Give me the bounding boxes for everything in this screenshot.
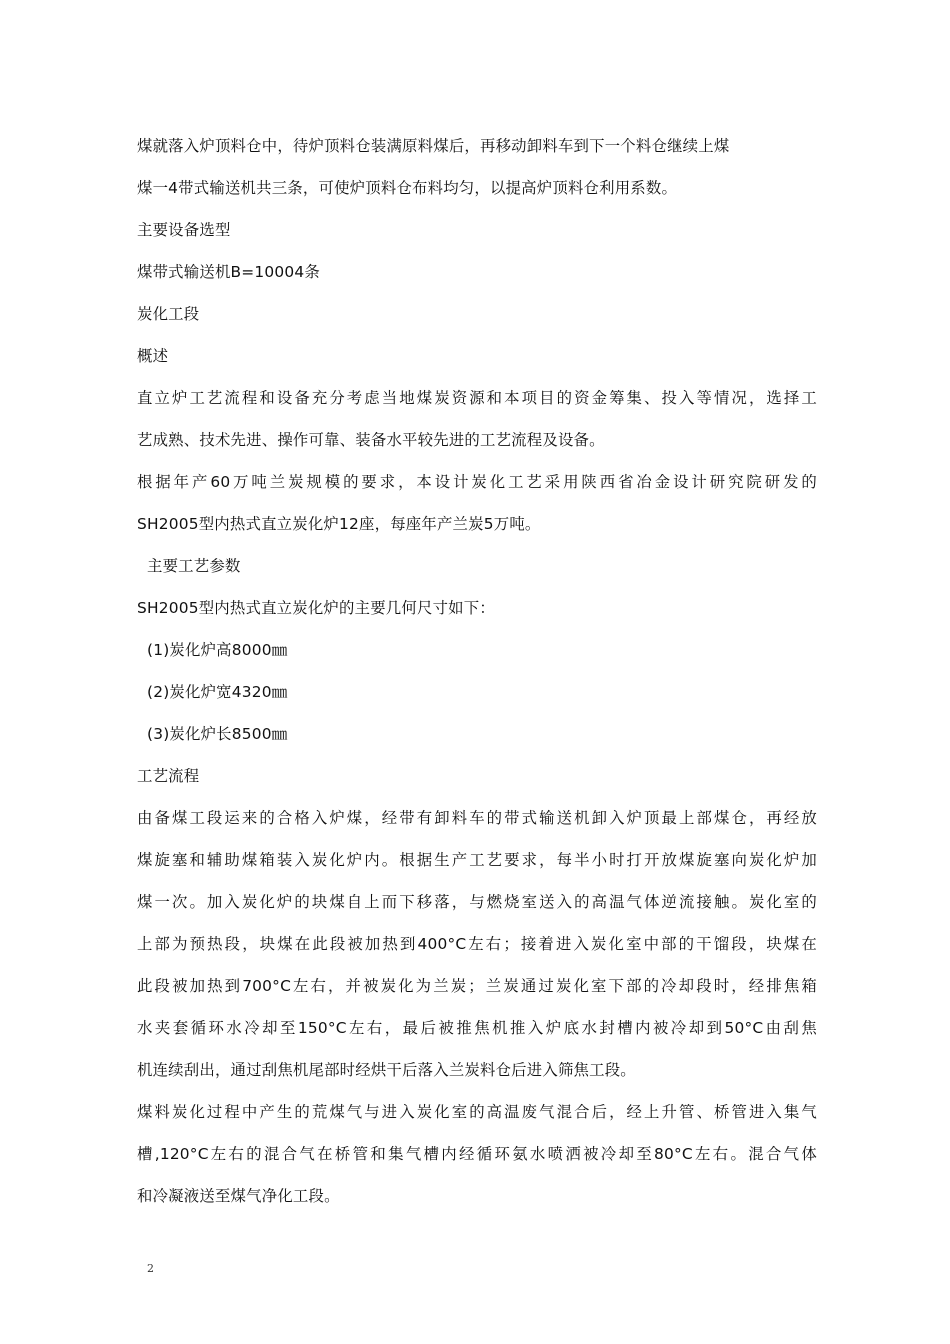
paragraph-line: 机连续刮出，通过刮焦机尾部时经烘干后落入兰炭料仓后进入筛焦工段。 [137, 1061, 636, 1079]
dimension-item: (3)炭化炉长8500㎜ [147, 725, 288, 743]
paragraph-line: 上部为预热段，块煤在此段被加热到400°C左右；接着进入炭化室中部的干馏段，块煤在 [137, 935, 817, 953]
equipment-item: 煤带式输送机B=10004条 [137, 263, 320, 281]
paragraph-line: 根据年产60万吨兰炭规模的要求，本设计炭化工艺采用陕西省冶金设计研究院研发的 [137, 473, 817, 491]
text-line: 煤一4带式输送机共三条，可使炉顶料仓布料均匀，以提高炉顶料仓利用系数。 [137, 179, 678, 197]
subsection-heading: 工艺流程 [137, 767, 200, 785]
dimensions-intro: SH2005型内热式直立炭化炉的主要几何尺寸如下： [137, 599, 495, 617]
paragraph-line: 煤一次。加入炭化炉的块煤自上而下移落，与燃烧室送入的高温气体逆流接触。炭化室的 [137, 893, 817, 911]
paragraph-line: 水夹套循环水冷却至150°C左右，最后被推焦机推入炉底水封槽内被冷却到50°C由刮焦 [137, 1019, 817, 1037]
section-heading: 炭化工段 [137, 305, 200, 323]
text-line: 煤就落入炉顶料仓中，待炉顶料仓装满原料煤后，再移动卸料车到下一个料仓继续上煤 [137, 137, 730, 155]
gas-paragraph [137, 1098, 817, 1210]
document-body [137, 132, 817, 1224]
paragraph-line: SH2005型内热式直立炭化炉12座，每座年产兰炭5万吨。 [137, 515, 541, 533]
subsection-heading: 主要工艺参数 [147, 557, 241, 575]
paragraph-line: 煤料炭化过程中产生的荒煤气与进入炭化室的高温废气混合后，经上升管、桥管进入集气 [137, 1103, 817, 1121]
section-heading: 主要设备选型 [137, 221, 231, 239]
paragraph-line: 和冷凝液送至煤气净化工段。 [137, 1187, 340, 1205]
paragraph-line: 槽,120°C左右的混合气在桥管和集气槽内经循环氨水喷洒被冷却至80°C左右。混合气体 [137, 1145, 817, 1163]
overview-paragraph [137, 384, 817, 454]
paragraph-line: 煤旋塞和辅助煤箱装入炭化炉内。根据生产工艺要求，每半小时打开放煤旋塞向炭化炉加 [137, 851, 817, 869]
page-number: 2 [147, 1262, 154, 1275]
paragraph-line: 此段被加热到700°C左右，并被炭化为兰炭；兰炭通过炭化室下部的冷却段时，经排焦箱 [137, 977, 817, 995]
paragraph-line: 艺成熟、技术先进、操作可靠、装备水平较先进的工艺流程及设备。 [137, 431, 605, 449]
dimension-item: (2)炭化炉宽4320㎜ [147, 683, 288, 701]
process-flow-paragraph [137, 804, 817, 1084]
paragraph-line: 直立炉工艺流程和设备充分考虑当地煤炭资源和本项目的资金筹集、投入等情况，选择工 [137, 389, 817, 407]
dimension-item: (1)炭化炉高8000㎜ [147, 641, 288, 659]
subsection-heading: 概述 [137, 347, 169, 365]
scale-paragraph [137, 468, 817, 538]
paragraph-line: 由备煤工段运来的合格入炉煤，经带有卸料车的带式输送机卸入炉顶最上部煤仓，再经放 [137, 809, 817, 827]
